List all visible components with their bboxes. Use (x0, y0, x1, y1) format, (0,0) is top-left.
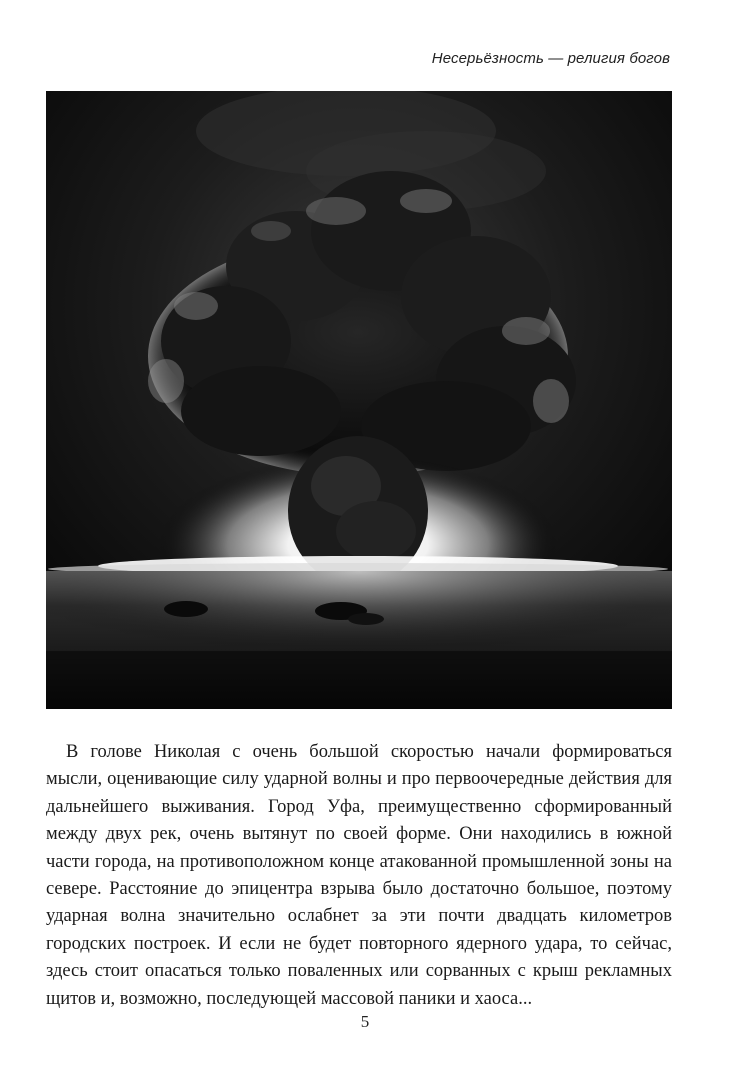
photo-figure (46, 91, 672, 709)
page-number: 5 (360, 1012, 370, 1031)
mushroom-cloud-image (46, 91, 672, 709)
body-paragraph: В голове Николая с очень большой скоростью начали формироваться мысли, оценивающие силу ударной волны и про первоочередные действия для дальнейшего выживания. Город Уфа, преимущественно сформированный между двух рек, очень вытянут по своей форме. Они находились в южной части города, на противоположном конце атакованной промышленной зоны на севере. Расстояние до эпицентра взрыва было достаточно большое, поэтому ударная волна значительно ослабнет за эти почти двадцать километров городских построек. И если не будет повторного ядерного удара, то сейчас, здесь стоит опасаться только поваленных или сорванных с крыш рекламных щитов и, возможно, последующей массовой паники и хаоса... (46, 742, 672, 1009)
running-head-title: Несерьёзность — религия богов (431, 50, 670, 67)
